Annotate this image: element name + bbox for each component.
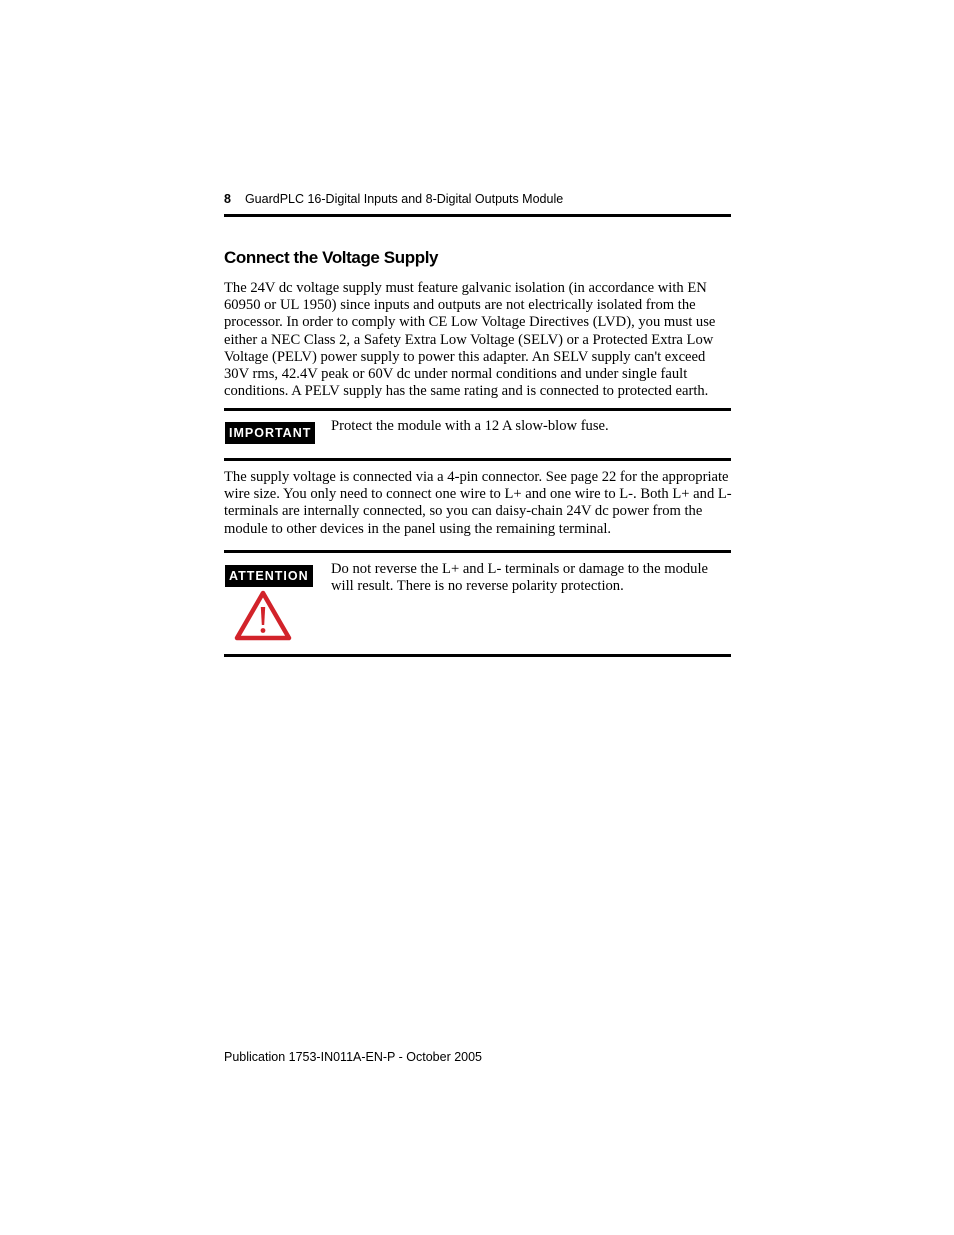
paragraph-galvanic-isolation: The 24V dc voltage supply must feature galvanic isolation (in accordance with EN 60950 or UL 1950) since inputs and outputs are not electrically isolated from the processor. In order to comply with CE Low Voltage Directives (LVD), you must use either a NEC Class 2, a Safety Extra Low Voltage (SELV) or a Protected Extra Low Voltage (PELV) power supply to power this adapter. An SELV supply can't exceed 30V rms, 42.4V peak or 60V dc under normal conditions and under single fault conditions. A PELV supply has the same rating and is connected to protected earth. <box>224 280 716 400</box>
important-label: IMPORTANT <box>225 422 315 444</box>
section-heading: Connect the Voltage Supply <box>224 248 439 267</box>
attention-top-rule <box>224 550 731 553</box>
important-bottom-rule <box>224 458 731 461</box>
page-number: 8 <box>224 192 231 206</box>
attention-text: Do not reverse the L+ and L- terminals or damage to the module will result. There is no reverse polarity protection. <box>331 561 709 595</box>
publication-footer: Publication 1753-IN011A-EN-P - October 2005 <box>224 1050 483 1064</box>
running-header <box>224 192 730 206</box>
warning-triangle-icon <box>234 590 292 642</box>
paragraph-supply-connection: The supply voltage is connected via a 4-pin connector. See page 22 for the appropriate wire size. You only need to connect one wire to L+ and one wire to L-. Both L+ and L- terminals are internally connected, so you can daisy-chain 24V dc power from the module to other devices in the panel using the remaining terminal. <box>224 469 732 537</box>
header-title: GuardPLC 16-Digital Inputs and 8-Digital Outputs Module <box>244 192 564 206</box>
attention-bottom-rule <box>224 654 731 657</box>
header-rule <box>224 214 731 217</box>
attention-label: ATTENTION <box>225 565 313 587</box>
important-text: Protect the module with a 12 A slow-blow fuse. <box>331 418 609 434</box>
important-top-rule <box>224 408 731 411</box>
